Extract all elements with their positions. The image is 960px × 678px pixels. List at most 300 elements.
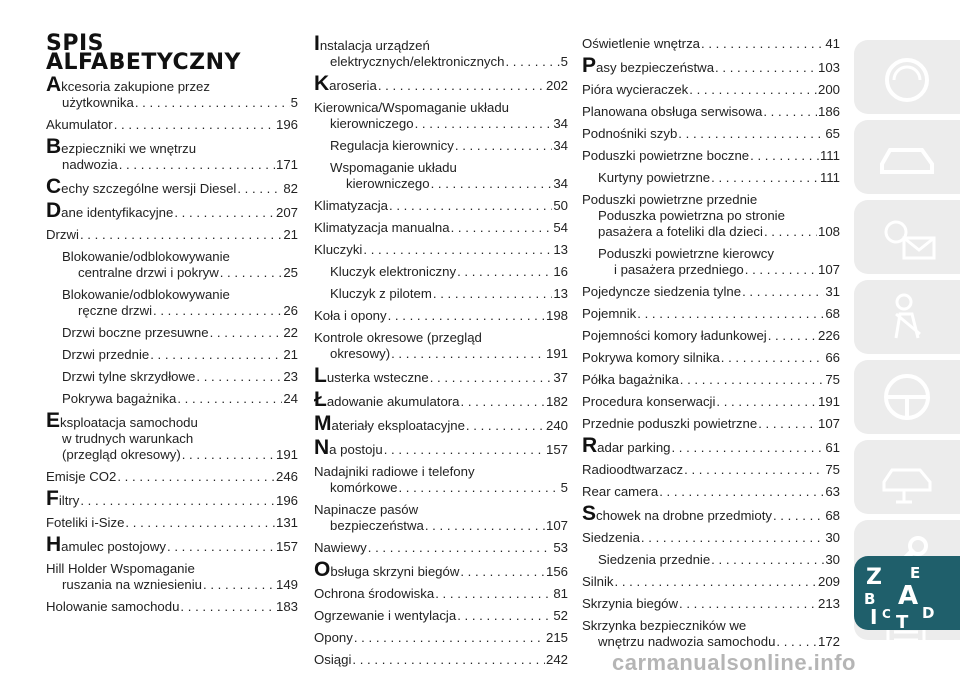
leader-dots [461, 394, 545, 410]
page-number[interactable]: 25 [283, 265, 298, 280]
leader-dots [182, 447, 275, 463]
page-number[interactable]: 111 [819, 148, 840, 163]
leader-dots [430, 370, 553, 386]
index-entry[interactable] [46, 135, 298, 173]
index-entry-line [314, 540, 568, 556]
index-entry[interactable] [46, 117, 298, 133]
index-entry[interactable] [314, 540, 568, 556]
page-number[interactable]: 50 [553, 198, 568, 213]
index-entry-text: Pióra wycieraczek [582, 82, 689, 97]
page-number[interactable]: 30 [825, 530, 840, 545]
index-entry[interactable] [314, 72, 568, 95]
page-number[interactable]: 34 [553, 138, 568, 153]
index-entry-line [314, 608, 568, 624]
index-entry[interactable] [46, 561, 298, 593]
index-entry-line [46, 533, 298, 556]
index-entry-text: Nawiewy [314, 540, 367, 555]
index-entry[interactable] [582, 394, 840, 410]
leader-dots [237, 181, 282, 197]
car-lift-icon [874, 450, 940, 504]
page-number[interactable]: 242 [545, 652, 568, 667]
index-entry-line [582, 416, 840, 432]
section-initial-letter: A [46, 73, 62, 96]
index-entry[interactable] [46, 391, 298, 407]
index-entry[interactable] [582, 462, 840, 478]
leader-dots [637, 306, 824, 322]
index-entry[interactable] [46, 227, 298, 243]
index-entry[interactable] [46, 515, 298, 531]
index-list-3 [582, 36, 840, 650]
leader-dots [378, 78, 545, 94]
index-entry[interactable] [582, 246, 840, 278]
index-entry[interactable] [314, 198, 568, 214]
index-entry-line [314, 558, 568, 581]
page-number[interactable]: 172 [817, 634, 840, 649]
index-entry-text: adowanie akumulatora [326, 394, 460, 409]
index-entry-text: bsługa skrzyni biegów [330, 564, 460, 579]
index-entry[interactable] [314, 608, 568, 624]
index-entry-line [314, 198, 568, 214]
index-entry-text: pasażera a foteliki dla dzieci [598, 224, 763, 239]
leader-dots [153, 303, 282, 319]
page-number[interactable]: 41 [825, 36, 840, 51]
car-outline-icon [874, 130, 940, 184]
page-number[interactable]: 53 [553, 540, 568, 555]
index-letter-e: E [910, 564, 921, 582]
leader-dots [457, 608, 552, 624]
index-entry-line [582, 484, 840, 500]
index-entry-text: okresowy) [330, 346, 391, 361]
index-entry-line [582, 284, 840, 300]
index-entry-line [46, 599, 298, 615]
index-entry-line [314, 72, 568, 95]
index-entry-line [46, 577, 298, 593]
leader-dots [466, 418, 545, 434]
index-entry[interactable] [582, 350, 840, 366]
index-entry-text: ksploatacja samochodu [60, 415, 198, 430]
index-entry-text: kierowniczego [330, 116, 414, 131]
leader-dots [368, 540, 553, 556]
leader-dots [167, 539, 275, 555]
page-number[interactable]: 34 [553, 116, 568, 131]
index-letter-i: I [870, 605, 878, 629]
leader-dots [119, 157, 275, 173]
index-entry[interactable] [314, 464, 568, 496]
index-entry-line [330, 138, 568, 154]
index-entry[interactable] [314, 286, 568, 302]
index-entry-text: Półka bagażnika [582, 372, 679, 387]
page-number[interactable]: 5 [560, 54, 568, 69]
page-number[interactable]: 75 [825, 372, 840, 387]
index-entry-text: Skrzynia biegów [582, 596, 679, 611]
index-entry-line [46, 157, 298, 173]
seatbelt-child-icon [874, 290, 940, 344]
leader-dots [451, 220, 553, 236]
page-number[interactable]: 198 [545, 308, 568, 323]
index-entry-text: Osiągi [314, 652, 352, 667]
index-entry[interactable] [46, 199, 298, 222]
page-number[interactable]: 215 [545, 630, 568, 645]
page-number[interactable]: 31 [825, 284, 840, 299]
page-number[interactable]: 68 [825, 306, 840, 321]
index-entry-line [330, 286, 568, 302]
page-number[interactable]: 23 [283, 369, 298, 384]
index-entry[interactable] [582, 552, 840, 568]
index-entry-line [582, 350, 840, 366]
page-number[interactable]: 21 [283, 227, 298, 242]
page-number[interactable]: 108 [817, 224, 840, 239]
page-number[interactable]: 52 [553, 608, 568, 623]
index-entry-line [314, 116, 568, 132]
index-entry-line [314, 630, 568, 646]
index-entry[interactable] [582, 36, 840, 52]
page-number[interactable]: 13 [553, 286, 568, 301]
index-column-2 [314, 32, 568, 674]
leader-dots [671, 440, 824, 456]
index-entry[interactable] [582, 306, 840, 322]
index-entry-text: Napinacze pasów [314, 502, 419, 517]
leader-dots [80, 227, 282, 243]
section-initial-letter: M [314, 412, 332, 435]
index-entry[interactable] [314, 502, 568, 534]
index-entry-text: nadwozia [62, 157, 118, 172]
index-entry-text: elektrycznych/elektronicznych [330, 54, 505, 69]
tab-driving[interactable] [854, 360, 960, 434]
leader-dots [659, 484, 824, 500]
index-entry[interactable] [314, 160, 568, 192]
leader-dots [117, 469, 275, 485]
index-entry-line [62, 347, 298, 363]
index-entry-line [582, 54, 840, 77]
leader-dots [398, 480, 559, 496]
index-entry-text: Ochrona środowiska [314, 586, 435, 601]
index-entry[interactable] [46, 369, 298, 385]
index-entry-line [314, 100, 568, 116]
leader-dots [711, 552, 824, 568]
index-entry-text: Drzwi boczne przesuwne [62, 325, 209, 340]
index-entry-text: ezpieczniki we wnętrzu [61, 141, 197, 156]
index-entry[interactable] [314, 264, 568, 280]
page-number[interactable]: 131 [275, 515, 298, 530]
index-entry-text: Pojemności komory ładunkowej [582, 328, 767, 343]
leader-dots [678, 126, 824, 142]
index-entry-line [314, 330, 568, 346]
page-number[interactable]: 5 [560, 480, 568, 495]
index-entry-line [46, 227, 298, 243]
page-number[interactable]: 63 [825, 484, 840, 499]
index-title [46, 31, 298, 75]
index-entry[interactable] [582, 596, 840, 612]
page-number[interactable]: 196 [275, 117, 298, 132]
index-entry[interactable] [46, 533, 298, 556]
index-entry-text: kcesoria zakupione przez [61, 79, 210, 94]
index-entry[interactable] [46, 599, 298, 615]
index-entry[interactable] [314, 630, 568, 646]
index-entry-text: iltry [58, 493, 80, 508]
page-number[interactable]: 183 [275, 599, 298, 614]
index-entry[interactable] [582, 434, 840, 457]
index-entry[interactable] [582, 530, 840, 546]
page-number[interactable]: 75 [825, 462, 840, 477]
index-entry[interactable] [582, 484, 840, 500]
index-column-1 [46, 31, 298, 621]
leader-dots [721, 350, 825, 366]
leader-dots [776, 634, 817, 650]
page-number[interactable]: 81 [553, 586, 568, 601]
page-number[interactable]: 13 [553, 242, 568, 257]
index-entry-text: Poduszki powietrzne kierowcy [598, 246, 774, 261]
index-entry-text: ręczne drzwi [78, 303, 153, 318]
leader-dots [196, 369, 282, 385]
page-number[interactable]: 34 [553, 176, 568, 191]
index-entry[interactable] [582, 416, 840, 432]
page-number[interactable]: 171 [275, 157, 298, 172]
index-entry[interactable] [582, 574, 840, 590]
page-number[interactable]: 54 [553, 220, 568, 235]
section-initial-letter: H [46, 533, 62, 556]
steering-wheel-icon [874, 370, 940, 424]
index-entry[interactable] [314, 412, 568, 435]
page-number[interactable]: 182 [545, 394, 568, 409]
index-entry[interactable] [314, 558, 568, 581]
index-entry[interactable] [582, 284, 840, 300]
page-number[interactable]: 186 [817, 104, 840, 119]
page-number[interactable]: 191 [817, 394, 840, 409]
index-entry-text: aroseria [329, 78, 377, 93]
index-entry[interactable] [582, 104, 840, 120]
index-entry-text: Nadajniki radiowe i telefony [314, 464, 475, 479]
index-entry-line [314, 518, 568, 534]
page-number[interactable]: 149 [275, 577, 298, 592]
leader-dots [220, 265, 283, 281]
index-entry[interactable] [314, 364, 568, 387]
index-entry[interactable] [46, 487, 298, 510]
leader-dots [758, 416, 817, 432]
page-number[interactable]: 156 [545, 564, 568, 579]
index-entry-line [582, 596, 840, 612]
tab-dashboard[interactable] [854, 40, 960, 114]
watermark: carmanualsonline.info [612, 650, 856, 675]
leader-dots [615, 574, 817, 590]
page-number[interactable]: 16 [553, 264, 568, 279]
page-number[interactable]: 103 [817, 60, 840, 75]
index-entry[interactable] [314, 138, 568, 154]
index-entry-line [46, 73, 298, 96]
index-entry-text: Klimatyzacja manualna [314, 220, 450, 235]
index-entry[interactable] [582, 126, 840, 142]
page-number[interactable]: 209 [817, 574, 840, 589]
tab-emergency[interactable] [854, 440, 960, 514]
index-entry[interactable] [46, 73, 298, 111]
section-initial-letter: Ł [314, 388, 327, 411]
index-entry[interactable] [46, 469, 298, 485]
index-entry-line [314, 364, 568, 387]
index-entry-line [582, 634, 840, 650]
page-number[interactable]: 240 [545, 418, 568, 433]
index-entry[interactable] [314, 308, 568, 324]
index-entry-text: Poduszki powietrzne przednie [582, 192, 758, 207]
tab-car[interactable] [854, 120, 960, 194]
leader-dots [388, 308, 545, 324]
leader-dots [455, 138, 552, 154]
leader-dots [742, 284, 824, 300]
page-number[interactable]: 200 [817, 82, 840, 97]
page-number[interactable]: 24 [283, 391, 298, 406]
index-entry[interactable] [314, 242, 568, 258]
index-entry[interactable] [582, 192, 840, 240]
leader-dots [679, 596, 817, 612]
index-entry[interactable] [314, 330, 568, 362]
index-entry-text: Kluczyk elektroniczny [330, 264, 457, 279]
index-entry-text: Siedzenia [582, 530, 640, 545]
index-entry[interactable] [314, 652, 568, 668]
index-entry-text: Rear camera [582, 484, 659, 499]
page-number[interactable]: 157 [275, 539, 298, 554]
page-number[interactable]: 30 [825, 552, 840, 567]
leader-dots [433, 286, 552, 302]
index-entry-line [582, 530, 840, 546]
index-entry-line [582, 36, 840, 52]
index-entry-text: Foteliki i-Size [46, 515, 125, 530]
index-entry-line [62, 325, 298, 341]
index-entry[interactable] [314, 100, 568, 132]
page-number[interactable]: 107 [817, 262, 840, 277]
index-entry-line [582, 192, 840, 208]
index-entry-line [330, 160, 568, 176]
index-entry[interactable] [46, 175, 298, 198]
index-entry[interactable] [582, 328, 840, 344]
leader-dots [715, 60, 817, 76]
page-number[interactable]: 68 [825, 508, 840, 523]
page-number[interactable]: 246 [275, 469, 298, 484]
index-entry[interactable] [582, 502, 840, 525]
index-letter-d: D [922, 604, 935, 622]
index-entry[interactable] [582, 82, 840, 98]
index-entry-line [598, 170, 840, 186]
alphabetical-index-icon [858, 556, 958, 630]
index-letter-a: A [898, 581, 919, 611]
index-entry-text: Podnośniki szyb [582, 126, 678, 141]
index-entry-line [314, 480, 568, 496]
page-number[interactable]: 157 [545, 442, 568, 457]
index-entry-line [46, 469, 298, 485]
leader-dots [711, 170, 819, 186]
index-entry-text: Pojedyncze siedzenia tylne [582, 284, 742, 299]
page-number[interactable]: 61 [825, 440, 840, 455]
index-entry-text: Pokrywa bagażnika [62, 391, 177, 406]
page-number[interactable]: 111 [819, 170, 840, 185]
index-entry-line [582, 104, 840, 120]
index-entry-line [582, 502, 840, 525]
index-entry[interactable] [46, 325, 298, 341]
page-number[interactable]: 107 [817, 416, 840, 431]
page-number[interactable]: 26 [283, 303, 298, 318]
page-number[interactable]: 82 [283, 181, 298, 196]
index-entry-text: Planowana obsługa serwisowa [582, 104, 763, 119]
index-entry[interactable] [314, 586, 568, 602]
index-entry-line [46, 199, 298, 222]
index-entry[interactable] [582, 170, 840, 186]
index-entry-line [46, 515, 298, 531]
index-entry-line [582, 328, 840, 344]
index-entry-text: ruszania na wzniesieniu [62, 577, 203, 592]
index-entry[interactable] [582, 618, 840, 650]
index-entry[interactable] [582, 372, 840, 388]
index-entry-text: Drzwi [46, 227, 79, 242]
page-number[interactable]: 37 [553, 370, 568, 385]
page-number[interactable]: 207 [275, 205, 298, 220]
section-initial-letter: O [314, 558, 331, 581]
leader-dots [716, 394, 817, 410]
index-entry[interactable] [46, 347, 298, 363]
index-entry-line [314, 502, 568, 518]
page-number[interactable]: 213 [817, 596, 840, 611]
leader-dots [435, 586, 552, 602]
index-entry-text: nstalacja urządzeń [319, 38, 430, 53]
index-entry[interactable] [582, 148, 840, 164]
index-entry-line [62, 287, 298, 303]
leader-dots [750, 148, 819, 164]
page-number[interactable]: 22 [283, 325, 298, 340]
index-entry-text: asy bezpieczeństwa [596, 60, 715, 75]
index-entry-text: a postoju [329, 442, 383, 457]
index-entry-line [46, 431, 298, 447]
tab-warning-lights[interactable] [854, 200, 960, 274]
index-entry[interactable] [314, 32, 568, 70]
leader-dots [389, 198, 552, 214]
index-entry-line [314, 464, 568, 480]
index-entry-line [46, 95, 298, 111]
index-entry[interactable] [314, 388, 568, 411]
index-entry-text: Holowanie samochodu [46, 599, 180, 614]
page-number[interactable]: 202 [545, 78, 568, 93]
index-entry-line [314, 32, 568, 55]
page-number[interactable]: 65 [825, 126, 840, 141]
section-initial-letter: R [582, 434, 598, 457]
page-number[interactable]: 21 [283, 347, 298, 362]
page-number[interactable]: 191 [275, 447, 298, 462]
page-number[interactable]: 66 [825, 350, 840, 365]
index-entry-text: usterka wsteczne [326, 370, 429, 385]
page-number[interactable]: 5 [290, 95, 298, 110]
tab-safety[interactable] [854, 280, 960, 354]
page-number[interactable]: 191 [545, 346, 568, 361]
index-entry[interactable] [314, 436, 568, 459]
index-entry-text: i pasażera przedniego [614, 262, 744, 277]
index-entry[interactable] [46, 287, 298, 319]
index-letter-c: C [882, 607, 891, 621]
tab-alphabetical-index[interactable] [854, 556, 960, 630]
index-entry[interactable] [46, 409, 298, 463]
index-entry-line [314, 308, 568, 324]
index-entry[interactable] [314, 220, 568, 236]
leader-dots [680, 372, 825, 388]
index-entry[interactable] [46, 249, 298, 281]
index-entry[interactable] [582, 54, 840, 77]
index-entry-line [314, 54, 568, 70]
page-number[interactable]: 196 [275, 493, 298, 508]
index-entry-line [582, 306, 840, 322]
index-entry-line [582, 126, 840, 142]
index-entry-text: Kierownica/Wspomaganie układu [314, 100, 509, 115]
index-list-1 [46, 73, 298, 615]
section-initial-letter: N [314, 436, 330, 459]
index-entry-line [46, 561, 298, 577]
page-number[interactable]: 107 [545, 518, 568, 533]
page-number[interactable]: 226 [817, 328, 840, 343]
index-entry-text: Pokrywa komory silnika [582, 350, 720, 365]
section-initial-letter: I [314, 32, 320, 55]
